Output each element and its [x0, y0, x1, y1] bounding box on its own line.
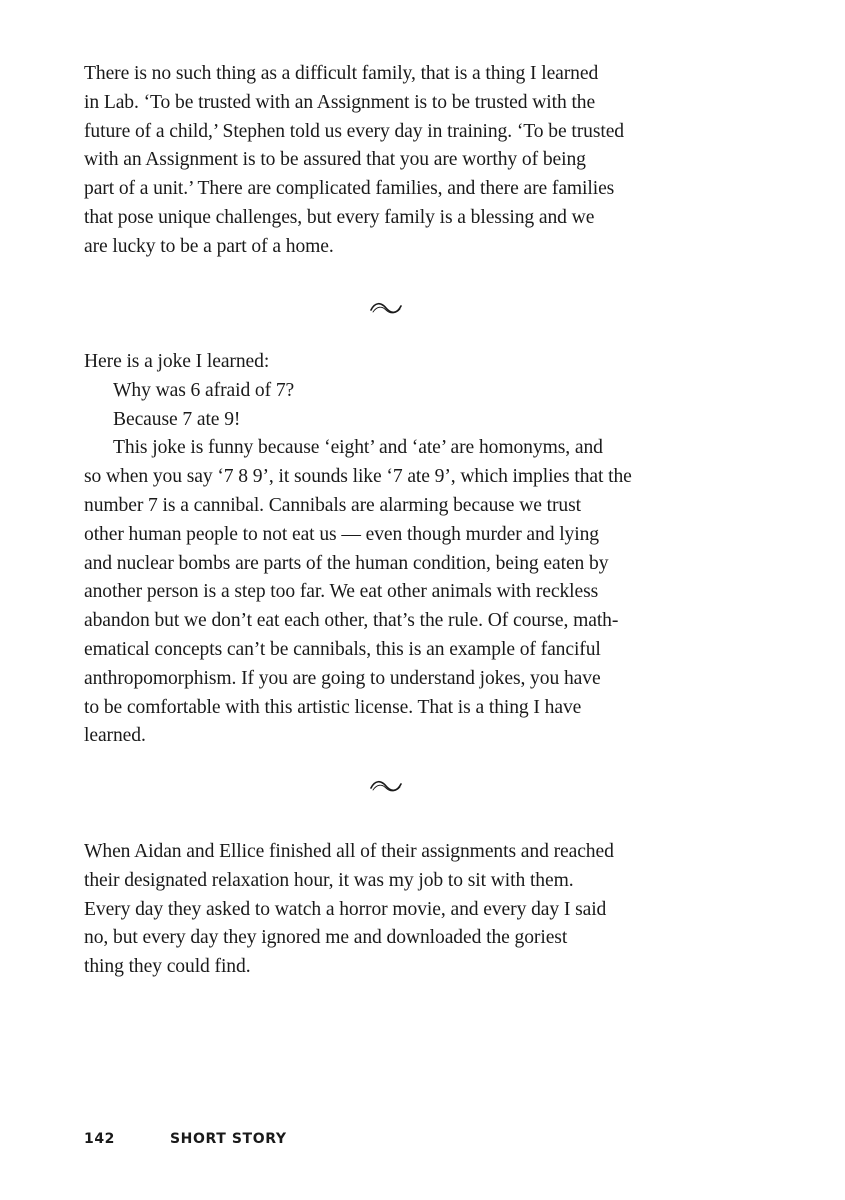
text-line: no, but every day they ignored me and downloaded the goriest: [84, 927, 568, 949]
text-line: thing they could find.: [84, 956, 251, 978]
text-line: part of a unit.’ There are complicated families, and there are families: [84, 178, 615, 200]
joke-question: Why was 6 afraid of 7?: [113, 379, 295, 401]
text-line: This joke is funny because ‘eight’ and ‘ate’ are homonyms, and: [113, 437, 603, 459]
joke-intro: Here is a joke I learned:: [84, 351, 270, 372]
paragraph-difficult-family: [84, 60, 684, 262]
text-line: their designated relaxation hour, it was my job to sit with them.: [84, 869, 574, 891]
text-line: future of a child,’ Stephen told us every day in training. ‘To be trusted: [84, 120, 624, 142]
paragraph-joke: [84, 348, 684, 751]
text-line: and nuclear bombs are parts of the human condition, being eaten by: [84, 552, 609, 574]
text-line: anthropomorphism. If you are going to understand jokes, you have: [84, 667, 601, 689]
text-line: another person is a step too far. We eat other animals with reckless: [84, 581, 599, 603]
text-line: When Aidan and Ellice finished all of their assignments and reached: [84, 841, 614, 862]
text-line: with an Assignment is to be assured that you are worthy of being: [84, 149, 586, 171]
tilde-ornament-icon: [369, 300, 403, 316]
joke-answer: Because 7 ate 9!: [113, 408, 241, 430]
text-line: in Lab. ‘To be trusted with an Assignment is to be trusted with the: [84, 91, 596, 113]
text-line: abandon but we don’t eat each other, that’s the rule. Of course, math-: [84, 610, 619, 632]
page-number: 142: [84, 1131, 116, 1147]
text-line: ematical concepts can’t be cannibals, this is an example of fanciful: [84, 638, 601, 660]
text-line: Every day they asked to watch a horror movie, and every day I said: [84, 898, 607, 920]
text-line: number 7 is a cannibal. Cannibals are alarming because we trust: [84, 494, 581, 516]
running-head: SHORT STORY: [170, 1131, 287, 1147]
text-line: to be comfortable with this artistic license. That is a thing I have: [84, 696, 582, 718]
text-line: that pose unique challenges, but every family is a blessing and we: [84, 206, 595, 228]
text-line: There is no such thing as a difficult family, that is a thing I learned: [84, 63, 599, 84]
paragraph-horror-movie: [84, 838, 684, 982]
tilde-ornament-icon: [369, 778, 403, 794]
text-line: so when you say ‘7 8 9’, it sounds like ‘7 ate 9’, which implies that the: [84, 466, 632, 488]
text-line: other human people to not eat us — even though murder and lying: [84, 523, 599, 545]
text-line: learned.: [84, 725, 146, 747]
text-line: are lucky to be a part of a home.: [84, 235, 334, 257]
